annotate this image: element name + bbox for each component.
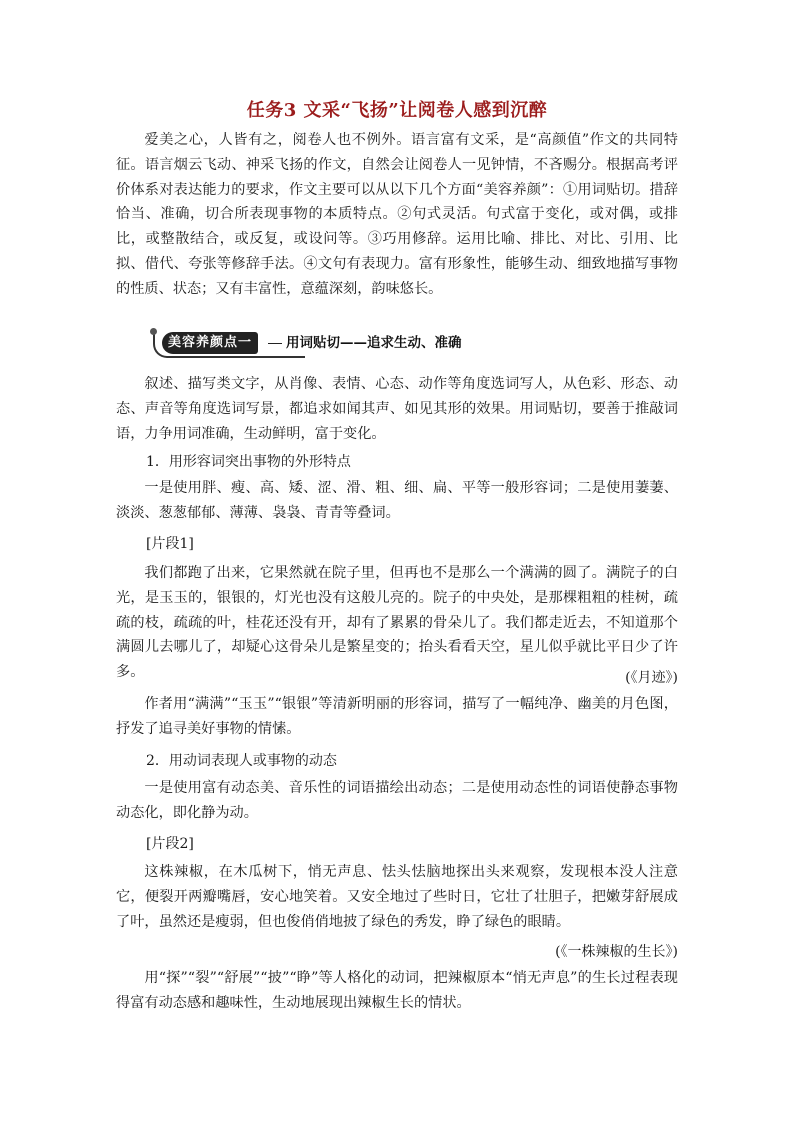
point2-excerpt-label: [片段2] <box>146 836 194 852</box>
point2-comment: 用“探”“裂”“舒展”“披”“睁”等人格化的动词，把辣椒原本“悄无声息”的生长过程表现得富有动态感和趣味性，生动地展现出辣椒生长的情状。 <box>116 970 678 1011</box>
banner-dash-divider <box>268 343 282 344</box>
point2-excerpt: 这株辣椒，在木瓜树下，悄无声息、怯头怯脑地探出头来观察，发现根本没人注意它，便裂开两瓣嘴唇，安心地笑着。又安全地过了些时日，它壮了壮胆子，把嫩芽舒展成了叶，虽然还是瘦弱，但也俊俏俏地披了绿色的秀发，睁了绿色的眼睛。 <box>116 864 678 930</box>
point2-heading: 2．用动词表现人或事物的动态 <box>146 753 337 769</box>
page-title: 任务3 文采“飞扬”让阅卷人感到沉醉 <box>246 100 548 121</box>
point1-heading: 1．用形容词突出事物的外形特点 <box>146 454 351 470</box>
point1-body: 一是使用胖、瘦、高、矮、涩、滑、粗、细、扁、平等一般形容词；二是使用萋萋、淡淡、葱葱郁郁、薄薄、袅袅、青青等叠词。 <box>116 480 678 521</box>
section-banner <box>150 328 470 358</box>
intro-paragraph: 爱美之心，人皆有之，阅卷人也不例外。语言富有文采，是“高颜值”作文的共同特征。语言烟云飞动、神采飞扬的作文，自然会让阅卷人一见钟情，不吝赐分。根据高考评价体系对表达能力的要求，作文主要可以从以下几个方面“美容养颜”：①用词贴切。措辞恰当、准确，切合所表现事物的本质特点。②句式灵活。句式富于变化，或对偶，或排比，或整散结合，或反复，或设问等。③巧用修辞。运用比喻、排比、对比、引用、比拟、借代、夸张等修辞手法。④文句有表现力。富有形象性，能够生动、细致地描写事物的性质、状态；又有丰富性，意蕴深刻，韵味悠长。 <box>116 132 678 297</box>
point2-body: 一是使用富有动态美、音乐性的词语描绘出动态；二是使用动态性的词语使静态事物动态化，即化静为动。 <box>116 780 678 821</box>
section-intro-paragraph: 叙述、描写类文字，从肖像、表情、心态、动作等角度选词写人，从色彩、形态、动态、声音等角度选词写景，都追求如闻其声、如见其形的效果。用词贴切，要善于推敲词语，力争用词准确，生动鲜明，富于变化。 <box>116 376 678 442</box>
banner-tag: 美容养颜点一 <box>162 332 258 354</box>
banner-dot-icon <box>150 328 157 335</box>
point2-source: (《一株辣椒的生长》) <box>555 944 678 960</box>
banner-heading: 用词贴切——追求生动、准确 <box>286 335 462 351</box>
point1-excerpt-label: [片段1] <box>146 536 194 552</box>
point1-source: (《月迹》) <box>625 670 678 686</box>
point1-excerpt: 我们都跑了出来，它果然就在院子里，但再也不是那么一个满满的圆了。满院子的白光，是玉玉的，银银的，灯光也没有这般儿亮的。院子的中央处，是那棵粗粗的桂树，疏疏的枝，疏疏的叶，桂花还没有开，却有了累累的骨朵儿了。我们都走近去，不知道那个满圆儿去哪儿了，却疑心这骨朵儿是繁星变的；抬头看看天空，星儿似乎就比平日少了许多。 <box>116 565 678 681</box>
point1-comment: 作者用“满满”“玉玉”“银银”等清新明丽的形容词，描写了一幅纯净、幽美的月色图，抒发了追寻美好事物的情愫。 <box>116 696 678 737</box>
